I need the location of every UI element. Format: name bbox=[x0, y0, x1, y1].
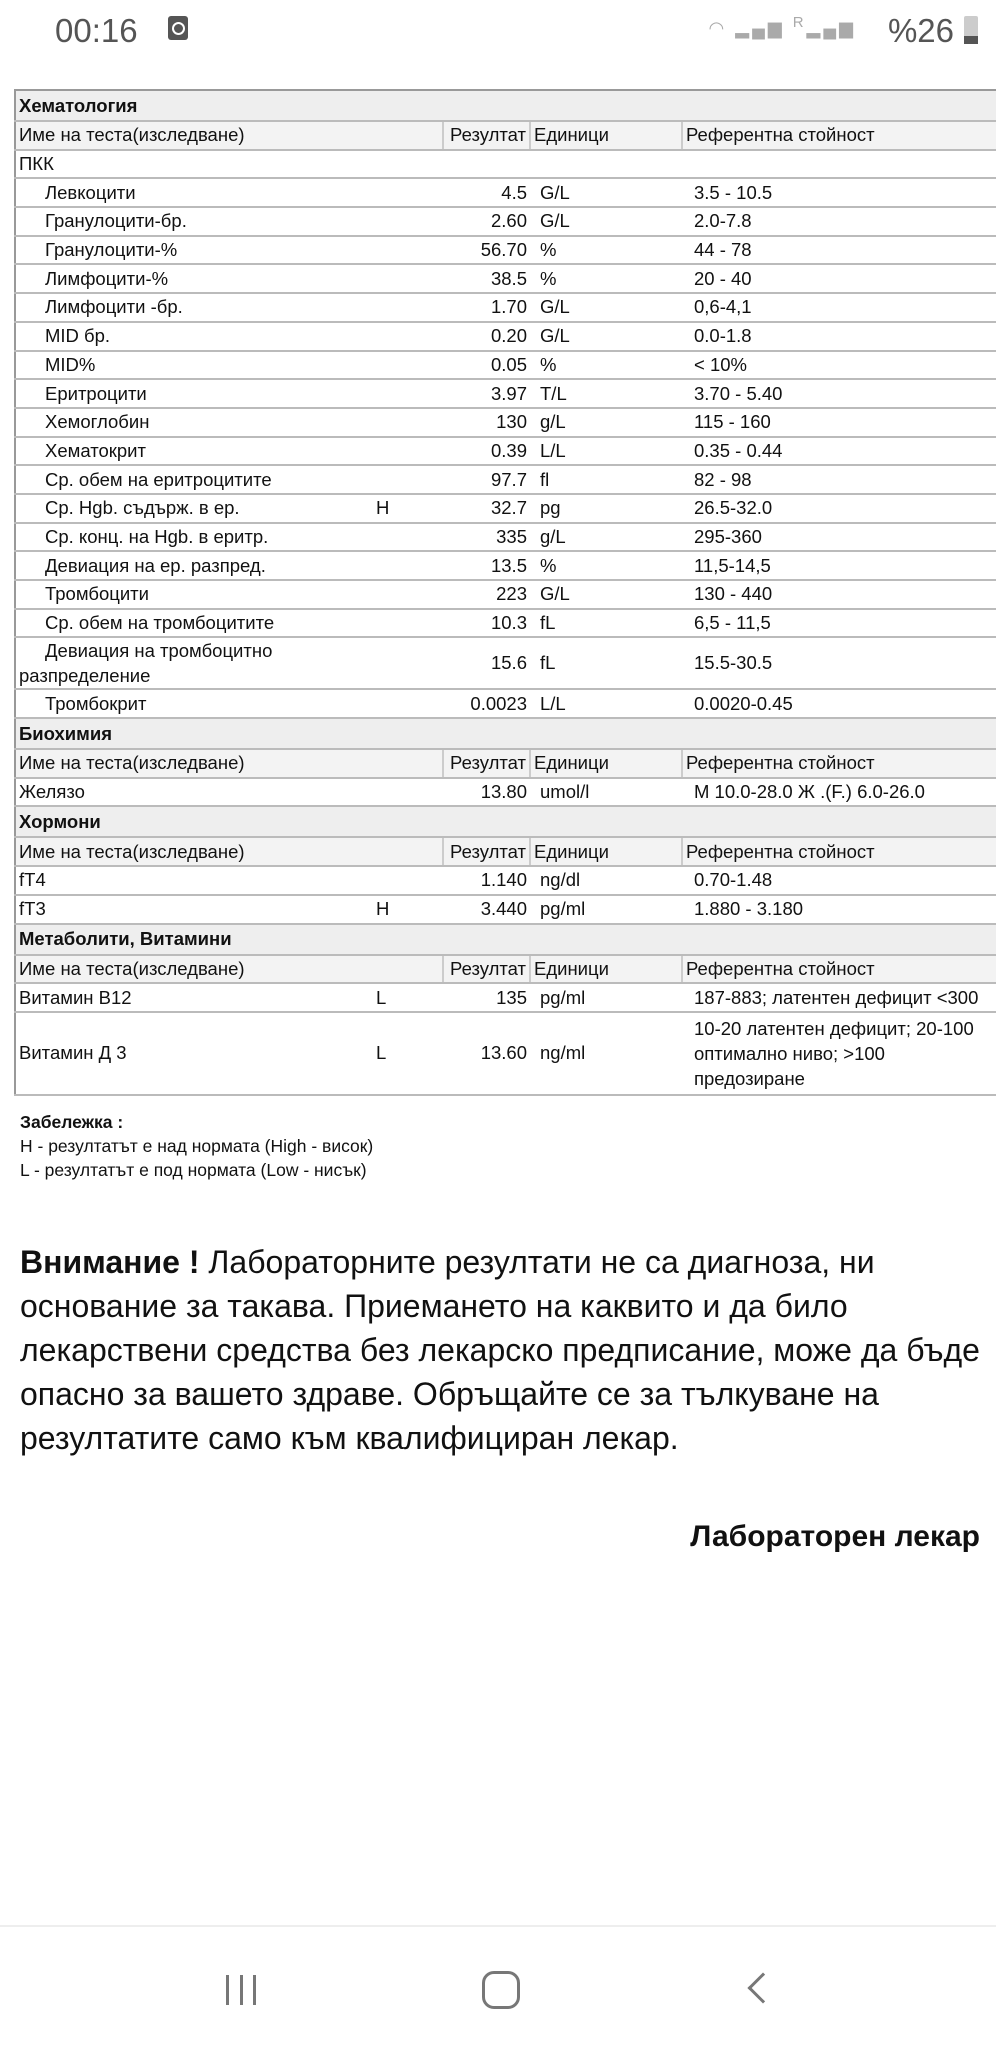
flag bbox=[373, 637, 443, 689]
table-row bbox=[15, 437, 996, 466]
units: ng/ml bbox=[530, 1012, 682, 1095]
flag bbox=[373, 178, 443, 207]
result-value: 2.60 bbox=[443, 207, 530, 236]
result-value: 3.440 bbox=[443, 895, 530, 924]
section-header bbox=[15, 806, 996, 837]
reference-range: 295-360 bbox=[682, 523, 996, 552]
units: pg bbox=[530, 494, 682, 523]
test-name: Еритроцити bbox=[15, 379, 373, 408]
result-value: 15.6 bbox=[443, 637, 530, 689]
result-value: 10.3 bbox=[443, 609, 530, 638]
flag bbox=[373, 207, 443, 236]
section-header bbox=[15, 718, 996, 749]
wifi-icon: ◠ bbox=[708, 18, 728, 38]
result-value: 0.0023 bbox=[443, 689, 530, 718]
column-units-header: Единици bbox=[530, 749, 682, 778]
roaming-indicator: R bbox=[792, 14, 807, 31]
reference-range: 0.0020-0.45 bbox=[682, 689, 996, 718]
units: fL bbox=[530, 609, 682, 638]
units: umol/l bbox=[530, 778, 682, 807]
units: L/L bbox=[530, 437, 682, 466]
disclaimer-line: да бъде опасно за вашето здраве. Обръщайте се за bbox=[20, 1332, 980, 1412]
legend-note bbox=[20, 1110, 373, 1182]
units: g/L bbox=[530, 408, 682, 437]
units: fL bbox=[530, 637, 682, 689]
units: T/L bbox=[530, 379, 682, 408]
flag bbox=[373, 609, 443, 638]
signer-label: Лабораторен лекар bbox=[690, 1520, 980, 1553]
reference-range: 82 - 98 bbox=[682, 465, 996, 494]
column-ref-header: Референтна стойност bbox=[682, 837, 996, 866]
table-row bbox=[15, 178, 996, 207]
units: % bbox=[530, 351, 682, 380]
result-value: 13.5 bbox=[443, 551, 530, 580]
test-name: Витамин В12 bbox=[15, 983, 373, 1012]
reference-range: 44 - 78 bbox=[682, 236, 996, 265]
reference-range: 0,6-4,1 bbox=[682, 293, 996, 322]
test-name: MID бр. bbox=[15, 322, 373, 351]
flag: L bbox=[373, 983, 443, 1012]
table-row bbox=[15, 264, 996, 293]
table-row bbox=[15, 895, 996, 924]
reference-range: 26.5-32.0 bbox=[682, 494, 996, 523]
section-header bbox=[15, 90, 996, 121]
flag bbox=[373, 465, 443, 494]
flag bbox=[373, 580, 443, 609]
flag bbox=[373, 778, 443, 807]
flag bbox=[373, 379, 443, 408]
flag: H bbox=[373, 895, 443, 924]
column-result-header: Резултат bbox=[443, 749, 530, 778]
result-value: 0.05 bbox=[443, 351, 530, 380]
flag bbox=[373, 866, 443, 895]
flag: L bbox=[373, 1012, 443, 1095]
section-title: Хематология bbox=[15, 90, 996, 121]
table-row bbox=[15, 523, 996, 552]
lab-results-table bbox=[14, 89, 996, 1096]
reference-range: М 10.0-28.0 Ж .(F.) 6.0-26.0 bbox=[682, 778, 996, 807]
test-name: Лимфоцити -бр. bbox=[15, 293, 373, 322]
flag bbox=[373, 351, 443, 380]
reference-range bbox=[682, 1012, 996, 1095]
result-value: 1.70 bbox=[443, 293, 530, 322]
test-name: Гранулоцити-бр. bbox=[15, 207, 373, 236]
flag bbox=[373, 408, 443, 437]
reference-range: 20 - 40 bbox=[682, 264, 996, 293]
reference-range: 6,5 - 11,5 bbox=[682, 609, 996, 638]
reference-range: 130 - 440 bbox=[682, 580, 996, 609]
table-row bbox=[15, 551, 996, 580]
result-value: 3.97 bbox=[443, 379, 530, 408]
column-units-header: Единици bbox=[530, 955, 682, 984]
section-title: Биохимия bbox=[15, 718, 996, 749]
navigation-bar bbox=[0, 1925, 996, 2048]
test-name: Ср. конц. на Hgb. в еритр. bbox=[15, 523, 373, 552]
reference-range: 3.5 - 10.5 bbox=[682, 178, 996, 207]
test-name: Тромбоцити bbox=[15, 580, 373, 609]
column-name-header: Име на теста(изследване) bbox=[15, 837, 443, 866]
flag bbox=[373, 293, 443, 322]
table-row bbox=[15, 637, 996, 689]
group-label: ПКК bbox=[15, 150, 996, 179]
disclaimer-bold: Внимание ! bbox=[20, 1244, 200, 1280]
result-value: 38.5 bbox=[443, 264, 530, 293]
signal-icons bbox=[709, 14, 857, 39]
result-value: 130 bbox=[443, 408, 530, 437]
reference-range: 11,5-14,5 bbox=[682, 551, 996, 580]
note-low: L - резултатът е под нормата (Low - нисък) bbox=[20, 1160, 367, 1180]
result-value: 0.39 bbox=[443, 437, 530, 466]
units: % bbox=[530, 551, 682, 580]
units: % bbox=[530, 264, 682, 293]
table-row bbox=[15, 609, 996, 638]
table-row bbox=[15, 689, 996, 718]
column-ref-header: Референтна стойност bbox=[682, 121, 996, 150]
column-header-row bbox=[15, 837, 996, 866]
result-value: 335 bbox=[443, 523, 530, 552]
flag bbox=[373, 264, 443, 293]
units: L/L bbox=[530, 689, 682, 718]
test-name: Тромбокрит bbox=[15, 689, 373, 718]
section-header bbox=[15, 924, 996, 955]
reference-range: 1.880 - 3.180 bbox=[682, 895, 996, 924]
disclaimer-line: лекарствени средства без лекарско предписание, може bbox=[20, 1332, 852, 1368]
column-result-header: Резултат bbox=[443, 955, 530, 984]
back-button[interactable] bbox=[747, 1972, 778, 2003]
reference-range: 0.70-1.48 bbox=[682, 866, 996, 895]
test-name: Ср. обем на тромбоцитите bbox=[15, 609, 373, 638]
test-name: Желязо bbox=[15, 778, 373, 807]
flag: H bbox=[373, 494, 443, 523]
units: G/L bbox=[530, 293, 682, 322]
section-title: Метаболити, Витамини bbox=[15, 924, 996, 955]
table-row bbox=[15, 322, 996, 351]
test-name: Гранулоцити-% bbox=[15, 236, 373, 265]
section-title: Хормони bbox=[15, 806, 996, 837]
home-button[interactable] bbox=[482, 1971, 520, 2009]
battery-icon bbox=[964, 16, 978, 44]
flag bbox=[373, 551, 443, 580]
test-name: Девиация на ер. разпред. bbox=[15, 551, 373, 580]
table-row bbox=[15, 983, 996, 1012]
recent-apps-button[interactable] bbox=[226, 1975, 256, 2005]
table-row bbox=[15, 778, 996, 807]
units: pg/ml bbox=[530, 983, 682, 1012]
reference-range-text: 10-20 латентен дефицит; 20-100 оптимално ниво; >100 предозиране bbox=[694, 1017, 974, 1089]
reference-range: 187-883; латентен дефицит <300 bbox=[682, 983, 996, 1012]
test-name: fT4 bbox=[15, 866, 373, 895]
column-name-header: Име на теста(изследване) bbox=[15, 121, 443, 150]
units: G/L bbox=[530, 322, 682, 351]
reference-range: 2.0-7.8 bbox=[682, 207, 996, 236]
column-name-header: Име на теста(изследване) bbox=[15, 955, 443, 984]
result-value: 97.7 bbox=[443, 465, 530, 494]
note-high: H - резултатът е над нормата (High - висок) bbox=[20, 1136, 374, 1156]
table-row bbox=[15, 236, 996, 265]
test-name: Левкоцити bbox=[15, 178, 373, 207]
column-result-header: Резултат bbox=[443, 837, 530, 866]
test-name: Девиация на тромбоцитно разпределение bbox=[15, 637, 373, 689]
reference-range: < 10% bbox=[682, 351, 996, 380]
alarm-icon bbox=[168, 16, 188, 40]
status-bar bbox=[0, 0, 996, 60]
flag bbox=[373, 523, 443, 552]
flag bbox=[373, 437, 443, 466]
result-value: 56.70 bbox=[443, 236, 530, 265]
signal-icon: ▂▄▆ bbox=[735, 18, 785, 38]
test-name: fT3 bbox=[15, 895, 373, 924]
table-row bbox=[15, 580, 996, 609]
table-row bbox=[15, 207, 996, 236]
column-header-row bbox=[15, 955, 996, 984]
units: pg/ml bbox=[530, 895, 682, 924]
table-row bbox=[15, 379, 996, 408]
reference-range: 3.70 - 5.40 bbox=[682, 379, 996, 408]
disclaimer bbox=[20, 1240, 980, 1460]
units: G/L bbox=[530, 178, 682, 207]
table-row bbox=[15, 408, 996, 437]
disclaimer-line: тълкуване на резултатите само към квалифициран лекар. bbox=[20, 1376, 879, 1456]
result-value: 13.60 bbox=[443, 1012, 530, 1095]
units: fl bbox=[530, 465, 682, 494]
signal-icon: ▂▄▆ bbox=[806, 18, 856, 38]
column-ref-header: Референтна стойност bbox=[682, 955, 996, 984]
result-value: 223 bbox=[443, 580, 530, 609]
clock: 00:16 bbox=[55, 12, 138, 49]
test-name: Хемоглобин bbox=[15, 408, 373, 437]
note-title: Забележка : bbox=[20, 1112, 124, 1132]
table-row bbox=[15, 293, 996, 322]
flag bbox=[373, 322, 443, 351]
test-name: Ср. Hgb. съдърж. в ер. bbox=[15, 494, 373, 523]
flag bbox=[373, 689, 443, 718]
disclaimer-line: Лабораторните резултати не са диагноза, ни bbox=[199, 1244, 875, 1280]
test-name: Ср. обем на еритроцитите bbox=[15, 465, 373, 494]
result-value: 1.140 bbox=[443, 866, 530, 895]
reference-range: 115 - 160 bbox=[682, 408, 996, 437]
test-name: Лимфоцити-% bbox=[15, 264, 373, 293]
table-row bbox=[15, 494, 996, 523]
column-units-header: Единици bbox=[530, 121, 682, 150]
units: ng/dl bbox=[530, 866, 682, 895]
units: g/L bbox=[530, 523, 682, 552]
units: G/L bbox=[530, 207, 682, 236]
test-name: Хематокрит bbox=[15, 437, 373, 466]
table-row bbox=[15, 1012, 996, 1095]
column-result-header: Резултат bbox=[443, 121, 530, 150]
result-value: 32.7 bbox=[443, 494, 530, 523]
group-row bbox=[15, 150, 996, 179]
result-value: 0.20 bbox=[443, 322, 530, 351]
reference-range: 15.5-30.5 bbox=[682, 637, 996, 689]
table-row bbox=[15, 465, 996, 494]
table-row bbox=[15, 866, 996, 895]
column-name-header: Име на теста(изследване) bbox=[15, 749, 443, 778]
test-name: MID% bbox=[15, 351, 373, 380]
battery-percent: %26 bbox=[887, 12, 954, 49]
reference-range: 0.35 - 0.44 bbox=[682, 437, 996, 466]
column-ref-header: Референтна стойност bbox=[682, 749, 996, 778]
result-value: 4.5 bbox=[443, 178, 530, 207]
column-units-header: Единици bbox=[530, 837, 682, 866]
table-row bbox=[15, 351, 996, 380]
column-header-row bbox=[15, 749, 996, 778]
disclaimer-line: основание за такава. Приемането на каквито и да било bbox=[20, 1288, 848, 1324]
flag bbox=[373, 236, 443, 265]
result-value: 135 bbox=[443, 983, 530, 1012]
result-value: 13.80 bbox=[443, 778, 530, 807]
units: % bbox=[530, 236, 682, 265]
test-name: Витамин Д 3 bbox=[15, 1012, 373, 1095]
column-header-row bbox=[15, 121, 996, 150]
reference-range: 0.0-1.8 bbox=[682, 322, 996, 351]
units: G/L bbox=[530, 580, 682, 609]
